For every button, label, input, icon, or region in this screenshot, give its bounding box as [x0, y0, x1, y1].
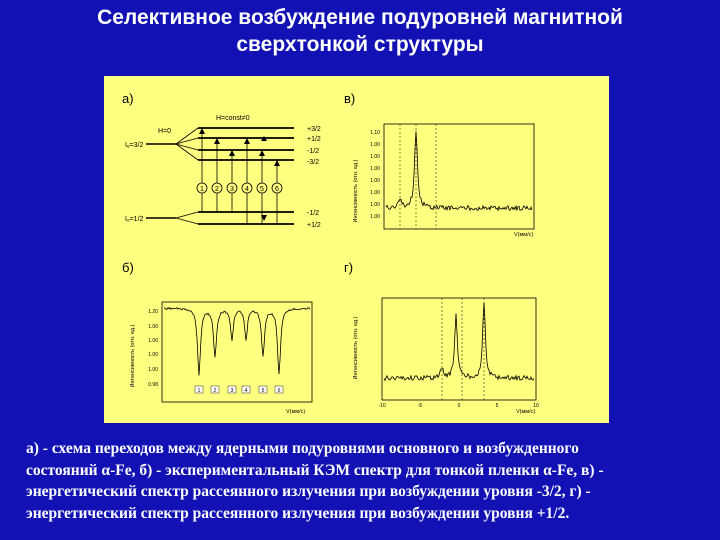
panel-g-xlabel: V(мм/с): [516, 409, 536, 415]
panel-v-ytick: 1.00: [370, 178, 380, 184]
panel-b-peak-labels: [195, 386, 283, 394]
panel-b-peak-label: 2: [213, 388, 217, 394]
panel-a-letter: а): [122, 91, 134, 106]
panel-g-xticks: [378, 403, 539, 409]
panel-g-letter: г): [344, 260, 354, 275]
sublevel-label-plus-3-2: +3/2: [307, 126, 321, 133]
h-zero-label: H=0: [158, 128, 172, 135]
panel-v-ytick: 1.00: [370, 142, 380, 148]
slide-title-line-2: сверхтонкой структуры: [236, 33, 484, 56]
figure-panel: [104, 76, 609, 423]
ground-sublevel-label-minus-1-2: -1/2: [307, 210, 320, 217]
panel-b-peak-label: 6: [277, 388, 281, 394]
panel-a-level-scheme: [122, 91, 321, 229]
slide-title: [0, 4, 720, 58]
panel-v-ytick: 1.00: [370, 190, 380, 196]
panel-b-ytick: 1.00: [148, 338, 158, 344]
panel-g-ylabel: Интенсивность (отн. ед.): [353, 316, 359, 380]
panel-v-ytick: 1.00: [370, 214, 380, 220]
panel-b-yticks: [148, 309, 158, 388]
panel-b-xlabel: V(мм/с): [286, 409, 306, 415]
panel-v-ytick: 1.00: [370, 166, 380, 172]
panel-v-letter: в): [344, 91, 356, 106]
panel-v-spectrum-line: [386, 131, 532, 210]
panel-b-ytick: 1.00: [148, 367, 158, 373]
panel-b-peak-label: 1: [197, 388, 201, 394]
panel-g-spectrum-line: [384, 303, 534, 381]
transition-label-4: 4: [245, 186, 249, 193]
panel-v-spectrum: [344, 91, 534, 238]
caption-line: энергетический спектр рассеянного излучения при возбуждении уровня -3/2, г) -: [26, 483, 591, 500]
caption-line: а) - схема переходов между ядерными подуровнями основного и возбужденного: [26, 440, 579, 457]
transition-label-3: 3: [230, 186, 234, 193]
ground-sublevel-label-plus-1-2: +1/2: [307, 222, 321, 229]
panel-b-ytick: 1.00: [148, 324, 158, 330]
panel-b-peak-label: 5: [261, 388, 265, 394]
panel-b-spectrum: [122, 260, 312, 415]
panel-b-ytick: 0.98: [148, 382, 158, 388]
panel-g-xtick: -5: [417, 403, 423, 409]
panel-v-ylabel: Интенсивность (отн. ед.): [353, 159, 359, 223]
panel-v-yticks: [370, 130, 380, 220]
panel-g-xtick: 5: [495, 403, 499, 409]
panel-v-xlabel: V(мм/с): [514, 232, 534, 238]
slide-title-line-1: Селективное возбуждение подуровней магнитной: [97, 6, 623, 29]
ground-state-label: Iₒ=1/2: [125, 216, 144, 223]
panel-g-xtick: -10: [378, 403, 386, 409]
panel-b-spectrum-line: [164, 308, 310, 376]
sublevel-label-minus-3-2: -3/2: [307, 159, 320, 166]
panel-g-spectrum: [344, 260, 539, 415]
figure-svg: [104, 76, 609, 423]
transition-label-6: 6: [275, 186, 279, 193]
panel-v-ytick: 1.00: [370, 154, 380, 160]
caption-line: энергетический спектр рассеянного излучения при возбуждении уровня +1/2.: [26, 504, 570, 522]
panel-g-xtick: 0: [457, 403, 461, 409]
caption-line: состояний α-Fe, б) - экспериментальный КЭМ спектр для тонкой пленки α-Fe, в) -: [26, 461, 604, 479]
excited-state-label: Iₑ=3/2: [125, 142, 144, 149]
transition-label-2: 2: [215, 186, 219, 193]
panel-g-frame: [382, 298, 536, 400]
panel-v-ytick: 1.00: [370, 202, 380, 208]
transition-label-1: 1: [200, 186, 204, 193]
panel-b-ytick: 1.00: [148, 352, 158, 358]
transition-label-5: 5: [260, 186, 264, 193]
panel-b-ytick: 1.20: [148, 309, 158, 315]
panel-b-frame: [162, 302, 312, 402]
panel-v-frame: [384, 124, 534, 229]
panel-b-peak-label: 3: [230, 388, 234, 394]
figure-caption: [26, 438, 702, 524]
panel-b-letter: б): [122, 260, 134, 275]
panel-b-ylabel: Интенсивность (отн. ед.): [130, 324, 136, 388]
panel-g-xtick: 10: [533, 403, 539, 409]
h-const-label: H=const≠0: [216, 115, 250, 122]
panel-b-peak-label: 4: [244, 388, 248, 394]
panel-v-ytick: 1.10: [370, 130, 380, 136]
sublevel-label-minus-1-2: -1/2: [307, 148, 320, 155]
sublevel-label-plus-1-2: +1/2: [307, 136, 321, 143]
